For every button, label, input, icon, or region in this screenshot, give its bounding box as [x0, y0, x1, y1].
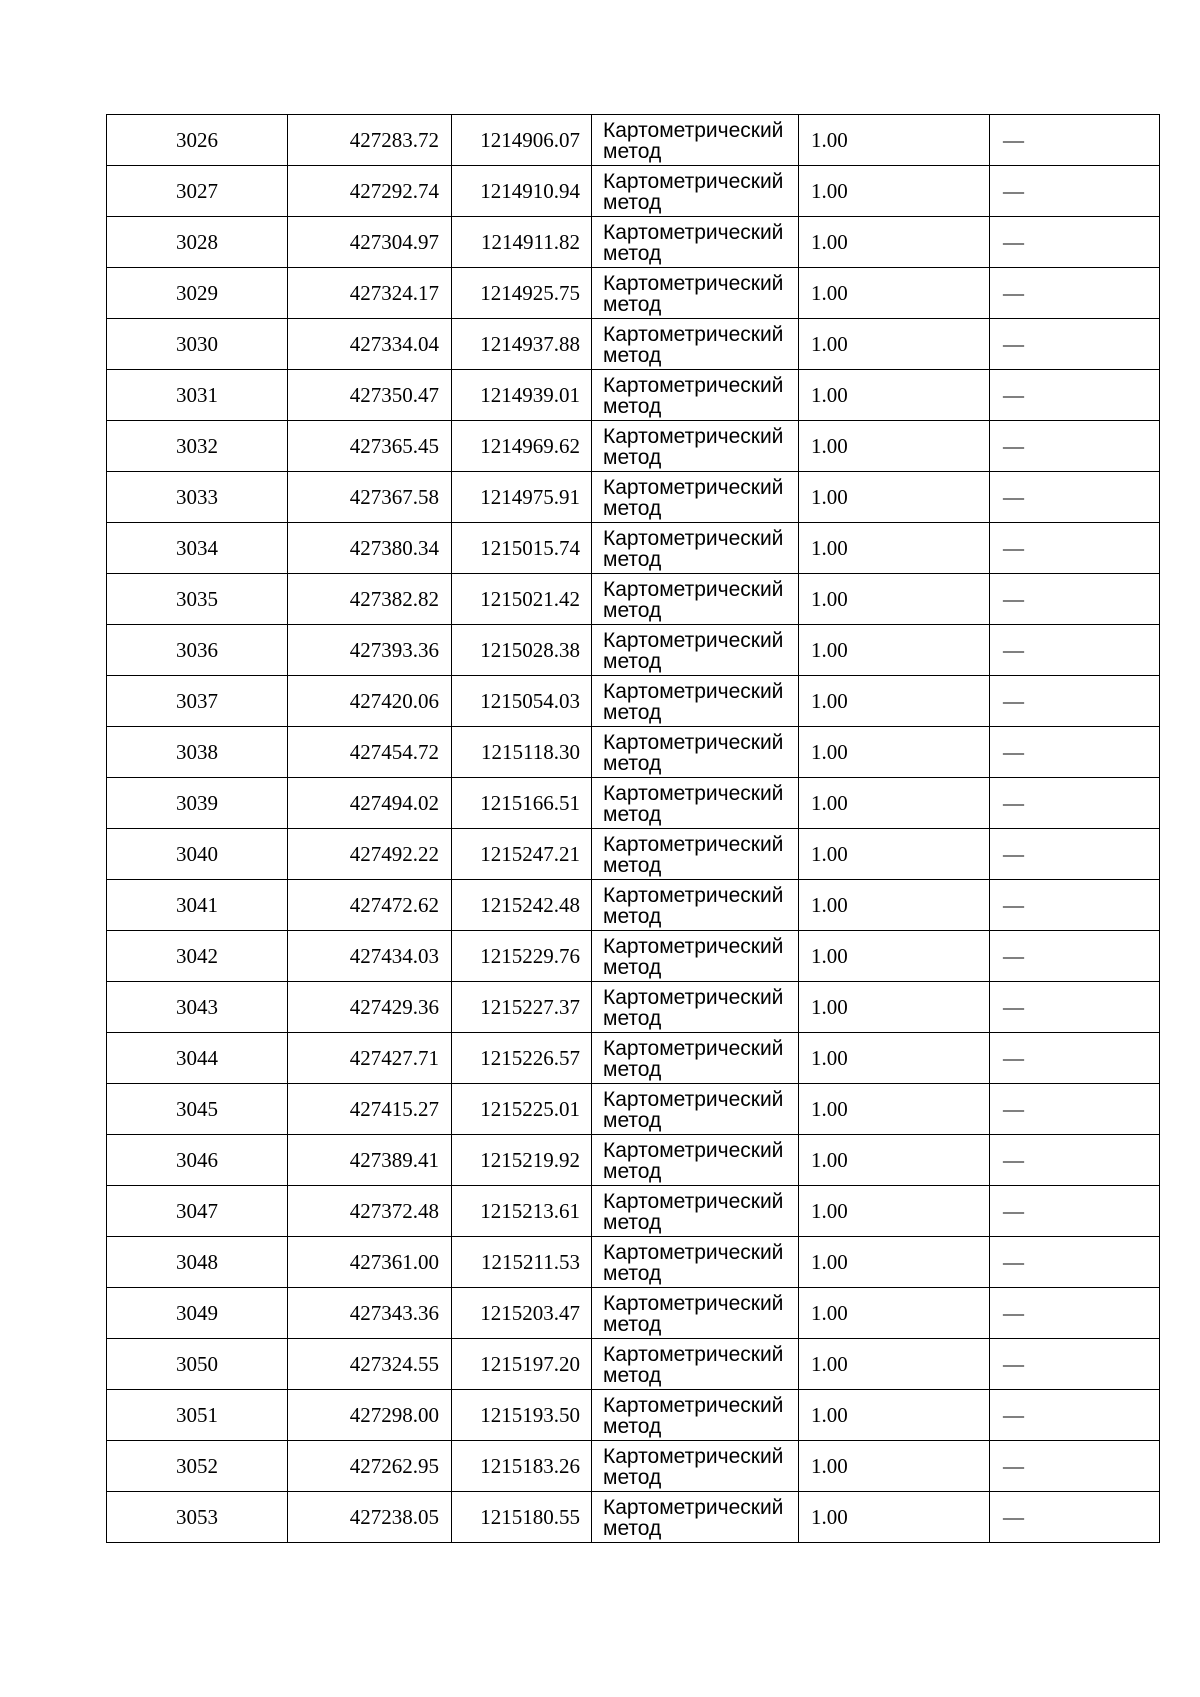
y-coordinate-cell: 1214910.94 [452, 166, 592, 217]
method-label-line1: Картометрический [603, 526, 784, 550]
accuracy-cell: 1.00 [799, 1288, 990, 1339]
y-coordinate-cell: 1215213.61 [452, 1186, 592, 1237]
accuracy-cell: 1.00 [799, 1237, 990, 1288]
method-label-line1: Картометрический [603, 1495, 784, 1519]
x-coordinate-cell: 427262.95 [288, 1441, 452, 1492]
method-label-line2: метод [603, 1465, 662, 1489]
y-coordinate-cell: 1214939.01 [452, 370, 592, 421]
point-number-cell: 3026 [107, 115, 288, 166]
y-coordinate-cell: 1215203.47 [452, 1288, 592, 1339]
description-dash: — [1003, 1504, 1024, 1529]
method-label-line2: метод [603, 700, 662, 724]
method-cell [592, 931, 799, 982]
method-cell [592, 1441, 799, 1492]
method-label-line1: Картометрический [603, 679, 784, 703]
method-label-line2: метод [603, 190, 662, 214]
accuracy-cell: 1.00 [799, 472, 990, 523]
description-cell [990, 166, 1160, 217]
x-coordinate-cell: 427382.82 [288, 574, 452, 625]
accuracy-cell: 1.00 [799, 1339, 990, 1390]
method-label-line1: Картометрический [603, 1138, 784, 1162]
method-cell [592, 115, 799, 166]
method-cell [592, 1492, 799, 1543]
description-dash: — [1003, 994, 1024, 1019]
accuracy-cell: 1.00 [799, 931, 990, 982]
table-row [107, 880, 1160, 931]
description-dash: — [1003, 1045, 1024, 1070]
description-cell [990, 829, 1160, 880]
table-row [107, 982, 1160, 1033]
description-dash: — [1003, 943, 1024, 968]
table-row [107, 166, 1160, 217]
description-cell [990, 1186, 1160, 1237]
table-row [107, 268, 1160, 319]
x-coordinate-cell: 427472.62 [288, 880, 452, 931]
y-coordinate-cell: 1214925.75 [452, 268, 592, 319]
description-cell [990, 727, 1160, 778]
method-label-line1: Картометрический [603, 271, 784, 295]
point-number-cell: 3034 [107, 523, 288, 574]
point-number-cell: 3036 [107, 625, 288, 676]
accuracy-cell: 1.00 [799, 625, 990, 676]
table-row [107, 625, 1160, 676]
method-label-line1: Картометрический [603, 169, 784, 193]
point-number-cell: 3052 [107, 1441, 288, 1492]
method-label-line2: метод [603, 445, 662, 469]
accuracy-cell: 1.00 [799, 778, 990, 829]
method-cell [592, 421, 799, 472]
x-coordinate-cell: 427494.02 [288, 778, 452, 829]
method-cell [592, 1390, 799, 1441]
method-cell [592, 268, 799, 319]
description-cell [990, 268, 1160, 319]
point-number-cell: 3049 [107, 1288, 288, 1339]
description-cell [990, 625, 1160, 676]
point-number-cell: 3041 [107, 880, 288, 931]
y-coordinate-cell: 1214906.07 [452, 115, 592, 166]
x-coordinate-cell: 427283.72 [288, 115, 452, 166]
point-number-cell: 3050 [107, 1339, 288, 1390]
table-row [107, 1339, 1160, 1390]
description-cell [990, 880, 1160, 931]
y-coordinate-cell: 1215225.01 [452, 1084, 592, 1135]
table-row [107, 1492, 1160, 1543]
point-number-cell: 3037 [107, 676, 288, 727]
description-dash: — [1003, 1198, 1024, 1223]
point-number-cell: 3030 [107, 319, 288, 370]
description-dash: — [1003, 229, 1024, 254]
x-coordinate-cell: 427429.36 [288, 982, 452, 1033]
description-dash: — [1003, 637, 1024, 662]
x-coordinate-cell: 427415.27 [288, 1084, 452, 1135]
description-cell [990, 1288, 1160, 1339]
method-label-line1: Картометрический [603, 1240, 784, 1264]
method-label-line2: метод [603, 1108, 662, 1132]
method-cell [592, 1339, 799, 1390]
method-label-line1: Картометрический [603, 118, 784, 142]
method-cell [592, 880, 799, 931]
point-number-cell: 3046 [107, 1135, 288, 1186]
table-row [107, 1441, 1160, 1492]
method-cell [592, 727, 799, 778]
method-cell [592, 982, 799, 1033]
method-label-line1: Картометрический [603, 1444, 784, 1468]
table-row [107, 115, 1160, 166]
accuracy-cell: 1.00 [799, 421, 990, 472]
point-number-cell: 3043 [107, 982, 288, 1033]
x-coordinate-cell: 427298.00 [288, 1390, 452, 1441]
accuracy-cell: 1.00 [799, 1441, 990, 1492]
y-coordinate-cell: 1215015.74 [452, 523, 592, 574]
method-label-line2: метод [603, 139, 662, 163]
method-cell [592, 1237, 799, 1288]
method-cell [592, 1186, 799, 1237]
description-cell [990, 472, 1160, 523]
accuracy-cell: 1.00 [799, 115, 990, 166]
accuracy-cell: 1.00 [799, 829, 990, 880]
method-label-line1: Картометрический [603, 1342, 784, 1366]
description-cell [990, 1084, 1160, 1135]
method-cell [592, 1135, 799, 1186]
description-cell [990, 217, 1160, 268]
method-label-line1: Картометрический [603, 1291, 784, 1315]
method-label-line2: метод [603, 547, 662, 571]
table-row [107, 574, 1160, 625]
description-cell [990, 523, 1160, 574]
y-coordinate-cell: 1215242.48 [452, 880, 592, 931]
description-cell [990, 1135, 1160, 1186]
method-label-line2: метод [603, 649, 662, 673]
description-dash: — [1003, 841, 1024, 866]
x-coordinate-cell: 427350.47 [288, 370, 452, 421]
method-label-line2: метод [603, 1210, 662, 1234]
method-cell [592, 217, 799, 268]
method-label-line1: Картометрический [603, 475, 784, 499]
x-coordinate-cell: 427389.41 [288, 1135, 452, 1186]
description-dash: — [1003, 127, 1024, 152]
method-cell [592, 523, 799, 574]
x-coordinate-cell: 427324.55 [288, 1339, 452, 1390]
method-label-line2: метод [603, 241, 662, 265]
point-number-cell: 3038 [107, 727, 288, 778]
description-cell [990, 1390, 1160, 1441]
description-dash: — [1003, 1453, 1024, 1478]
accuracy-cell: 1.00 [799, 1033, 990, 1084]
table-row [107, 472, 1160, 523]
description-dash: — [1003, 331, 1024, 356]
accuracy-cell: 1.00 [799, 217, 990, 268]
y-coordinate-cell: 1215247.21 [452, 829, 592, 880]
description-cell [990, 115, 1160, 166]
method-label-line1: Картометрический [603, 730, 784, 754]
method-label-line1: Картометрический [603, 322, 784, 346]
accuracy-cell: 1.00 [799, 982, 990, 1033]
method-label-line1: Картометрический [603, 577, 784, 601]
y-coordinate-cell: 1214911.82 [452, 217, 592, 268]
description-dash: — [1003, 1249, 1024, 1274]
table-row [107, 778, 1160, 829]
table-row [107, 1135, 1160, 1186]
method-label-line2: метод [603, 1006, 662, 1030]
method-label-line1: Картометрический [603, 424, 784, 448]
accuracy-cell: 1.00 [799, 166, 990, 217]
description-dash: — [1003, 790, 1024, 815]
description-dash: — [1003, 433, 1024, 458]
y-coordinate-cell: 1215183.26 [452, 1441, 592, 1492]
point-number-cell: 3051 [107, 1390, 288, 1441]
method-label-line1: Картометрический [603, 1087, 784, 1111]
table-row [107, 1033, 1160, 1084]
x-coordinate-cell: 427238.05 [288, 1492, 452, 1543]
y-coordinate-cell: 1215054.03 [452, 676, 592, 727]
method-label-line1: Картометрический [603, 883, 784, 907]
table-row [107, 319, 1160, 370]
method-label-line2: метод [603, 955, 662, 979]
accuracy-cell: 1.00 [799, 1492, 990, 1543]
method-label-line2: метод [603, 292, 662, 316]
y-coordinate-cell: 1214969.62 [452, 421, 592, 472]
x-coordinate-cell: 427427.71 [288, 1033, 452, 1084]
table-row [107, 217, 1160, 268]
method-label-line2: метод [603, 904, 662, 928]
table-row [107, 421, 1160, 472]
accuracy-cell: 1.00 [799, 523, 990, 574]
table-row [107, 1237, 1160, 1288]
description-dash: — [1003, 1351, 1024, 1376]
method-label-line2: метод [603, 1312, 662, 1336]
description-dash: — [1003, 892, 1024, 917]
method-label-line1: Картометрический [603, 1036, 784, 1060]
method-label-line1: Картометрический [603, 1393, 784, 1417]
table-row [107, 829, 1160, 880]
description-dash: — [1003, 280, 1024, 305]
table-row [107, 1288, 1160, 1339]
method-cell [592, 319, 799, 370]
table-row [107, 727, 1160, 778]
description-dash: — [1003, 739, 1024, 764]
method-label-line2: метод [603, 343, 662, 367]
method-cell [592, 1084, 799, 1135]
x-coordinate-cell: 427304.97 [288, 217, 452, 268]
description-cell [990, 421, 1160, 472]
x-coordinate-cell: 427434.03 [288, 931, 452, 982]
y-coordinate-cell: 1215229.76 [452, 931, 592, 982]
point-number-cell: 3044 [107, 1033, 288, 1084]
method-label-line1: Картометрический [603, 781, 784, 805]
description-dash: — [1003, 484, 1024, 509]
point-number-cell: 3040 [107, 829, 288, 880]
method-cell [592, 778, 799, 829]
point-number-cell: 3027 [107, 166, 288, 217]
x-coordinate-cell: 427292.74 [288, 166, 452, 217]
x-coordinate-cell: 427324.17 [288, 268, 452, 319]
x-coordinate-cell: 427454.72 [288, 727, 452, 778]
accuracy-cell: 1.00 [799, 727, 990, 778]
x-coordinate-cell: 427420.06 [288, 676, 452, 727]
description-dash: — [1003, 382, 1024, 407]
description-dash: — [1003, 1300, 1024, 1325]
x-coordinate-cell: 427367.58 [288, 472, 452, 523]
y-coordinate-cell: 1215226.57 [452, 1033, 592, 1084]
description-cell [990, 574, 1160, 625]
method-label-line1: Картометрический [603, 832, 784, 856]
method-label-line1: Картометрический [603, 934, 784, 958]
point-number-cell: 3048 [107, 1237, 288, 1288]
method-label-line2: метод [603, 1363, 662, 1387]
method-label-line2: метод [603, 394, 662, 418]
description-dash: — [1003, 1096, 1024, 1121]
method-label-line2: метод [603, 496, 662, 520]
point-number-cell: 3042 [107, 931, 288, 982]
accuracy-cell: 1.00 [799, 574, 990, 625]
description-cell [990, 1237, 1160, 1288]
table-row [107, 676, 1160, 727]
accuracy-cell: 1.00 [799, 1390, 990, 1441]
method-label-line2: метод [603, 751, 662, 775]
description-cell [990, 676, 1160, 727]
accuracy-cell: 1.00 [799, 319, 990, 370]
description-dash: — [1003, 1402, 1024, 1427]
table-row [107, 1186, 1160, 1237]
table-row [107, 931, 1160, 982]
y-coordinate-cell: 1215227.37 [452, 982, 592, 1033]
method-cell [592, 370, 799, 421]
table-row [107, 1084, 1160, 1135]
accuracy-cell: 1.00 [799, 676, 990, 727]
method-label-line2: метод [603, 598, 662, 622]
method-label-line1: Картометрический [603, 1189, 784, 1213]
method-label-line2: метод [603, 1414, 662, 1438]
point-number-cell: 3029 [107, 268, 288, 319]
method-cell [592, 625, 799, 676]
method-label-line2: метод [603, 1057, 662, 1081]
table-row [107, 523, 1160, 574]
method-label-line1: Картометрический [603, 985, 784, 1009]
method-cell [592, 676, 799, 727]
method-cell [592, 829, 799, 880]
x-coordinate-cell: 427393.36 [288, 625, 452, 676]
point-number-cell: 3031 [107, 370, 288, 421]
description-cell [990, 1492, 1160, 1543]
description-dash: — [1003, 178, 1024, 203]
x-coordinate-cell: 427361.00 [288, 1237, 452, 1288]
accuracy-cell: 1.00 [799, 880, 990, 931]
description-cell [990, 1033, 1160, 1084]
method-cell [592, 472, 799, 523]
description-cell [990, 982, 1160, 1033]
point-number-cell: 3033 [107, 472, 288, 523]
method-cell [592, 1288, 799, 1339]
x-coordinate-cell: 427343.36 [288, 1288, 452, 1339]
method-label-line2: метод [603, 1261, 662, 1285]
coordinates-table [106, 114, 1160, 1543]
method-cell [592, 1033, 799, 1084]
x-coordinate-cell: 427492.22 [288, 829, 452, 880]
point-number-cell: 3039 [107, 778, 288, 829]
y-coordinate-cell: 1215021.42 [452, 574, 592, 625]
method-cell [592, 166, 799, 217]
description-cell [990, 319, 1160, 370]
description-cell [990, 1441, 1160, 1492]
point-number-cell: 3028 [107, 217, 288, 268]
y-coordinate-cell: 1214975.91 [452, 472, 592, 523]
y-coordinate-cell: 1215180.55 [452, 1492, 592, 1543]
method-label-line1: Картометрический [603, 628, 784, 652]
y-coordinate-cell: 1215166.51 [452, 778, 592, 829]
accuracy-cell: 1.00 [799, 1186, 990, 1237]
x-coordinate-cell: 427365.45 [288, 421, 452, 472]
table-row [107, 370, 1160, 421]
description-dash: — [1003, 586, 1024, 611]
method-cell [592, 574, 799, 625]
description-cell [990, 778, 1160, 829]
accuracy-cell: 1.00 [799, 1135, 990, 1186]
method-label-line2: метод [603, 802, 662, 826]
y-coordinate-cell: 1215028.38 [452, 625, 592, 676]
method-label-line2: метод [603, 1159, 662, 1183]
description-cell [990, 931, 1160, 982]
point-number-cell: 3032 [107, 421, 288, 472]
y-coordinate-cell: 1215211.53 [452, 1237, 592, 1288]
y-coordinate-cell: 1215118.30 [452, 727, 592, 778]
description-cell [990, 370, 1160, 421]
point-number-cell: 3047 [107, 1186, 288, 1237]
coordinates-table-body [107, 115, 1160, 1543]
point-number-cell: 3035 [107, 574, 288, 625]
description-dash: — [1003, 535, 1024, 560]
table-row [107, 1390, 1160, 1441]
y-coordinate-cell: 1215193.50 [452, 1390, 592, 1441]
method-label-line1: Картометрический [603, 220, 784, 244]
point-number-cell: 3045 [107, 1084, 288, 1135]
description-cell [990, 1339, 1160, 1390]
y-coordinate-cell: 1215197.20 [452, 1339, 592, 1390]
x-coordinate-cell: 427380.34 [288, 523, 452, 574]
method-label-line2: метод [603, 853, 662, 877]
description-dash: — [1003, 688, 1024, 713]
point-number-cell: 3053 [107, 1492, 288, 1543]
accuracy-cell: 1.00 [799, 370, 990, 421]
x-coordinate-cell: 427334.04 [288, 319, 452, 370]
y-coordinate-cell: 1214937.88 [452, 319, 592, 370]
x-coordinate-cell: 427372.48 [288, 1186, 452, 1237]
method-label-line1: Картометрический [603, 373, 784, 397]
accuracy-cell: 1.00 [799, 1084, 990, 1135]
description-dash: — [1003, 1147, 1024, 1172]
y-coordinate-cell: 1215219.92 [452, 1135, 592, 1186]
accuracy-cell: 1.00 [799, 268, 990, 319]
method-label-line2: метод [603, 1516, 662, 1540]
